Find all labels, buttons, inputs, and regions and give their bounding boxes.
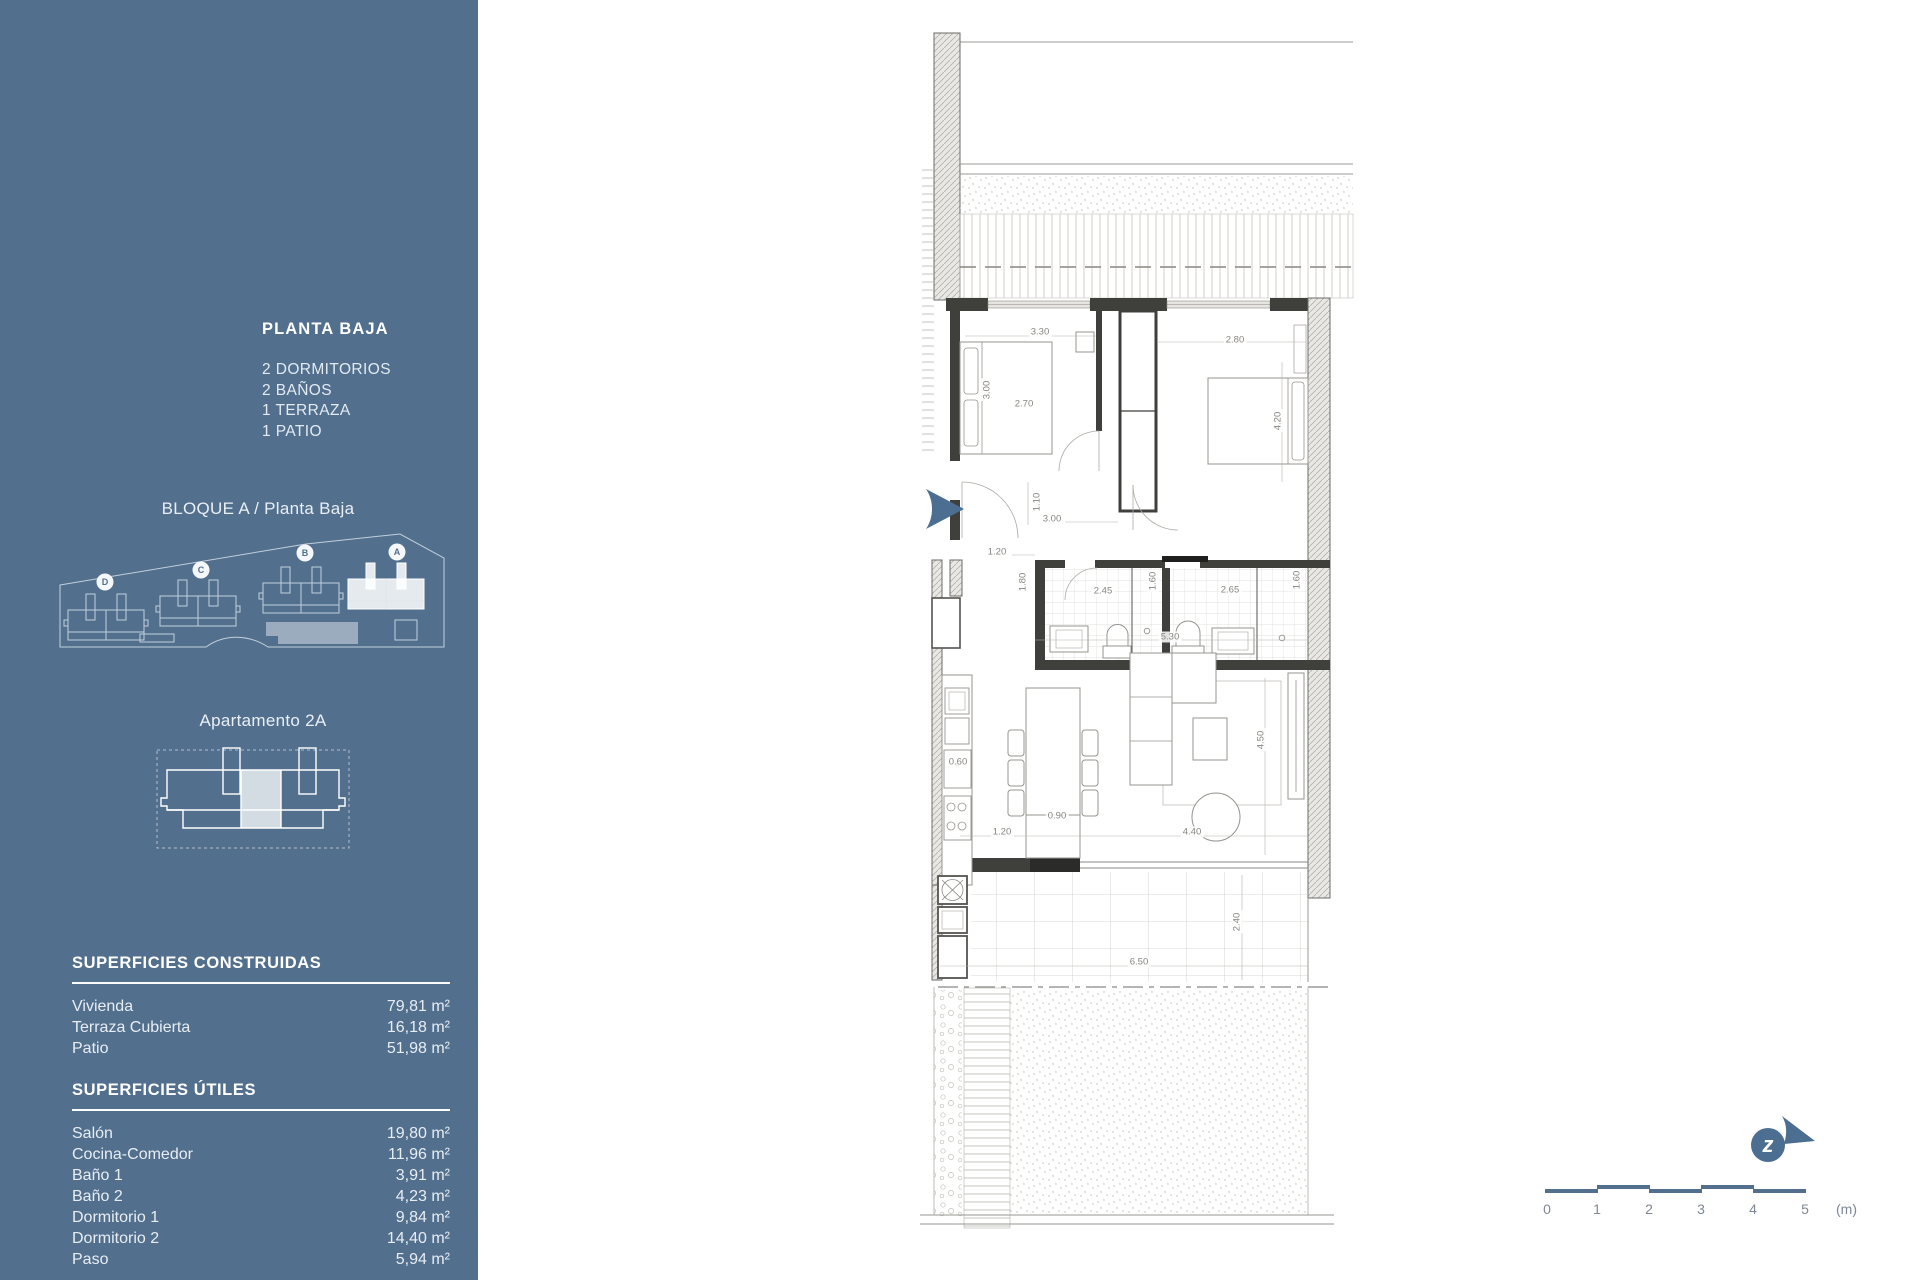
bathroom-2 <box>1170 568 1308 660</box>
apartment-label: Apartamento 2A <box>199 711 327 730</box>
dimension-label: 2.80 <box>1225 334 1245 346</box>
apartment-diagram <box>153 740 353 858</box>
table-row: Vivienda 79,81 m² <box>72 998 450 1015</box>
feature-list <box>262 360 391 442</box>
dimension-label: 2.45 <box>1093 585 1113 597</box>
dimension-label: 4.50 <box>1255 730 1267 750</box>
dimension-label: 1.20 <box>987 546 1007 558</box>
scale-tick: 0 <box>1543 1201 1551 1217</box>
scale-segment <box>1545 1189 1598 1193</box>
scale-tick: 5 <box>1801 1201 1809 1217</box>
dimension-label: 0.60 <box>948 756 968 768</box>
brand-logo <box>1742 1112 1822 1170</box>
scale-segment <box>1701 1185 1754 1189</box>
dimension-label: 2.70 <box>1014 398 1034 410</box>
table-heading: SUPERFICIES ÚTILES <box>72 1081 257 1099</box>
scale-tick: 2 <box>1645 1201 1653 1217</box>
living-room <box>1130 653 1304 841</box>
scale-segment <box>1649 1189 1702 1193</box>
table-superficies-utiles <box>72 1081 450 1270</box>
table-heading: SUPERFICIES CONSTRUIDAS <box>72 954 322 972</box>
table-superficies-construidas <box>72 954 450 1059</box>
scale-segment <box>1597 1185 1650 1189</box>
bathroom-1 <box>1045 568 1162 660</box>
dimension-label: 1.60 <box>1147 571 1159 591</box>
logo-arrow-icon <box>1782 1116 1815 1144</box>
table-row: Baño 2 4,23 m² <box>72 1188 450 1205</box>
feature-item: 1 PATIO <box>262 422 322 440</box>
scale-tick: 3 <box>1697 1201 1705 1217</box>
table-row: Cocina-Comedor 11,96 m² <box>72 1146 450 1163</box>
scale-tick: 1 <box>1593 1201 1601 1217</box>
heading-rule <box>72 1109 450 1111</box>
kitchen <box>942 675 972 885</box>
scale-segment <box>1753 1189 1806 1193</box>
floor-plan <box>920 30 1370 1235</box>
hallway-entrance <box>926 482 1018 538</box>
table-row: Terraza Cubierta 16,18 m² <box>72 1019 450 1036</box>
feature-item: 2 DORMITORIOS <box>262 361 391 378</box>
scale-unit: (m) <box>1836 1201 1857 1217</box>
terrace <box>938 872 1308 982</box>
dimension-label: 1.80 <box>1017 572 1029 592</box>
dining-island <box>1008 688 1098 858</box>
scale-bar <box>1545 1185 1865 1230</box>
page-title: PLANTA BAJA <box>262 320 389 338</box>
dimension-label: 1.10 <box>1031 492 1043 512</box>
feature-item: 1 TERRAZA <box>262 402 351 419</box>
dimension-label: 4.40 <box>1182 826 1202 838</box>
logo-letter: z <box>1762 1132 1774 1157</box>
scale-tick: 4 <box>1749 1201 1757 1217</box>
table-row: Salón 19,80 m² <box>72 1125 450 1142</box>
svg-text:D: D <box>101 577 109 587</box>
feature-item: 2 BAÑOS <box>262 381 332 399</box>
dimension-label: 3.30 <box>1030 326 1050 338</box>
dimension-label: 1.60 <box>1291 570 1303 590</box>
table-row: Patio 51,98 m² <box>72 1040 450 1057</box>
site-building-A-highlight <box>348 563 424 609</box>
table-row: Dormitorio 1 9,84 m² <box>72 1209 450 1226</box>
table-row: Baño 1 3,91 m² <box>72 1167 450 1184</box>
svg-text:C: C <box>197 565 205 575</box>
table-row: Paso 5,94 m² <box>72 1251 450 1268</box>
dimension-label: 5.30 <box>1160 631 1180 643</box>
dimension-label: 4.20 <box>1272 411 1284 431</box>
dimension-label: 2.65 <box>1220 584 1240 596</box>
site-plan-map <box>48 530 458 662</box>
dimension-label: 2.40 <box>1231 912 1243 932</box>
patio <box>920 987 1334 1228</box>
bedroom-1 <box>960 332 1099 471</box>
heading-rule <box>72 982 450 984</box>
table-row: Dormitorio 2 14,40 m² <box>72 1230 450 1247</box>
dimension-label: 3.00 <box>1042 513 1062 525</box>
dimension-label: 1.20 <box>992 826 1012 838</box>
site-pool <box>266 622 358 644</box>
highlighted-unit <box>241 770 281 828</box>
svg-text:A: A <box>393 547 401 557</box>
svg-text:B: B <box>301 548 309 558</box>
sidebar <box>0 0 478 1280</box>
block-label: BLOQUE A / Planta Baja <box>161 499 355 518</box>
dimension-label: 0.90 <box>1047 810 1067 822</box>
dimension-label: 3.00 <box>981 380 993 400</box>
dimension-label: 6.50 <box>1129 956 1149 968</box>
